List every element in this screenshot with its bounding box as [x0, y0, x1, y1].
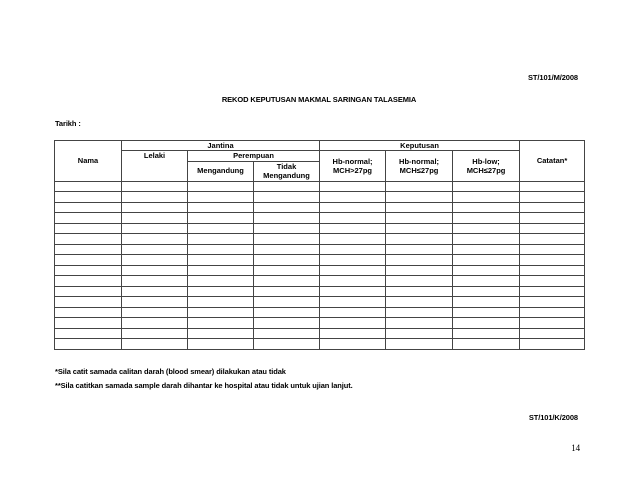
table-cell [320, 255, 386, 266]
table-cell [453, 318, 520, 329]
table-cell [453, 339, 520, 350]
table-cell [254, 328, 320, 339]
table-cell [520, 244, 585, 255]
table-cell [122, 328, 188, 339]
table-cell [386, 181, 453, 192]
table-cell [254, 265, 320, 276]
table-cell [188, 234, 254, 245]
table-cell [55, 223, 122, 234]
table-cell [320, 286, 386, 297]
table-cell [55, 307, 122, 318]
table-cell [254, 244, 320, 255]
table-cell [55, 286, 122, 297]
table-cell [320, 244, 386, 255]
table-cell [254, 234, 320, 245]
table-row [55, 318, 585, 329]
table-cell [122, 318, 188, 329]
header-hb-low-line1: Hb-low; [472, 156, 500, 166]
table-row [55, 244, 585, 255]
table-cell [55, 265, 122, 276]
header-catatan: Catatan* [520, 141, 585, 182]
table-cell [122, 286, 188, 297]
table-cell [55, 234, 122, 245]
table-cell [254, 286, 320, 297]
table-row [55, 255, 585, 266]
table-cell [188, 244, 254, 255]
table-cell [122, 223, 188, 234]
table-cell [55, 181, 122, 192]
table-cell [188, 213, 254, 224]
table-cell [320, 318, 386, 329]
table-cell [453, 307, 520, 318]
table-cell [320, 265, 386, 276]
table-cell [122, 213, 188, 224]
table-cell [188, 276, 254, 287]
table-cell [55, 192, 122, 203]
table-cell [320, 339, 386, 350]
table-cell [254, 339, 320, 350]
table-cell [188, 318, 254, 329]
header-hb-normal-mch-low [386, 151, 453, 181]
table-cell [55, 276, 122, 287]
footnote-blood-smear: *Sila catit samada calitan darah (blood smear) dilakukan atau tidak [55, 367, 286, 376]
table-row [55, 339, 585, 350]
header-hb-normal-mch-high-line2: MCH>27pg [333, 165, 373, 175]
table-cell [386, 297, 453, 308]
table-cell [320, 192, 386, 203]
header-tidak-mengandung [254, 161, 320, 181]
table-cell [254, 255, 320, 266]
table-cell [386, 244, 453, 255]
table-cell [254, 223, 320, 234]
table-cell [520, 307, 585, 318]
table-cell [55, 244, 122, 255]
table-cell [453, 181, 520, 192]
table-cell [453, 276, 520, 287]
table-cell [386, 339, 453, 350]
table-cell [453, 192, 520, 203]
page-number: 14 [571, 443, 580, 453]
table-cell [254, 318, 320, 329]
table-cell [188, 328, 254, 339]
table-cell [55, 202, 122, 213]
document-title: REKOD KEPUTUSAN MAKMAL SARINGAN TALASEMIA [221, 95, 417, 104]
table-cell [188, 181, 254, 192]
table-row [55, 202, 585, 213]
table-cell [254, 181, 320, 192]
table-cell [386, 202, 453, 213]
table-row [55, 234, 585, 245]
form-code-top: ST/101/M/2008 [528, 73, 578, 82]
table-cell [55, 297, 122, 308]
table-cell [453, 286, 520, 297]
header-hb-low-line2: MCH≤27pg [466, 165, 506, 175]
table-cell [320, 223, 386, 234]
table-cell [386, 307, 453, 318]
table-cell [122, 181, 188, 192]
header-perempuan: Perempuan [188, 151, 320, 161]
table-row [55, 223, 585, 234]
table-cell [254, 202, 320, 213]
footnote-hospital-sample: **Sila catitkan samada sample darah dihantar ke hospital atau tidak untuk ujian lanjut. [55, 381, 353, 390]
table-cell [55, 339, 122, 350]
table-row [55, 328, 585, 339]
table-cell [386, 213, 453, 224]
table-row [55, 276, 585, 287]
table-cell [188, 297, 254, 308]
table-row [55, 297, 585, 308]
table-row [55, 181, 585, 192]
table-cell [320, 202, 386, 213]
table-cell [320, 213, 386, 224]
table-cell [254, 307, 320, 318]
table-cell [453, 234, 520, 245]
table-cell [453, 213, 520, 224]
table-cell [254, 276, 320, 287]
table-cell [188, 307, 254, 318]
table-row [55, 286, 585, 297]
table-cell [453, 223, 520, 234]
table-cell [386, 223, 453, 234]
header-hb-low-mch-low [453, 151, 520, 181]
table-cell [386, 234, 453, 245]
table-cell [188, 223, 254, 234]
table-cell [386, 192, 453, 203]
table-cell [320, 276, 386, 287]
table-cell [520, 286, 585, 297]
table-cell [320, 297, 386, 308]
table-cell [122, 255, 188, 266]
header-tidak-mengandung-line1: Tidak [276, 161, 297, 171]
table-cell [188, 202, 254, 213]
table-cell [320, 181, 386, 192]
table-cell [122, 307, 188, 318]
header-keputusan: Keputusan [320, 141, 520, 151]
table-cell [386, 265, 453, 276]
table-cell [188, 192, 254, 203]
table-cell [122, 202, 188, 213]
table-cell [122, 339, 188, 350]
table-cell [122, 234, 188, 245]
table-cell [320, 307, 386, 318]
table-cell [520, 192, 585, 203]
table-cell [520, 202, 585, 213]
table-cell [254, 192, 320, 203]
header-hb-normal-mch-high [320, 151, 386, 181]
table-cell [520, 339, 585, 350]
table-row [55, 307, 585, 318]
header-lelaki: Lelaki [122, 151, 188, 181]
table-cell [520, 234, 585, 245]
table-cell [55, 213, 122, 224]
table-row [55, 192, 585, 203]
header-jantina: Jantina [122, 141, 320, 151]
header-mengandung: Mengandung [188, 161, 254, 181]
date-label: Tarikh : [55, 119, 81, 128]
table-cell [55, 255, 122, 266]
table-cell [453, 265, 520, 276]
table-cell [188, 265, 254, 276]
header-tidak-mengandung-line2: Mengandung [263, 171, 310, 181]
table-cell [188, 339, 254, 350]
table-cell [520, 318, 585, 329]
table-cell [122, 192, 188, 203]
table-cell [386, 255, 453, 266]
table-cell [188, 286, 254, 297]
table-cell [453, 297, 520, 308]
table-cell [320, 234, 386, 245]
table-cell [520, 265, 585, 276]
table-cell [122, 297, 188, 308]
table-cell [453, 328, 520, 339]
table-cell [320, 328, 386, 339]
table-cell [386, 328, 453, 339]
table-cell [520, 276, 585, 287]
table-cell [122, 265, 188, 276]
header-nama: Nama [55, 141, 122, 182]
table-cell [453, 255, 520, 266]
table-cell [520, 213, 585, 224]
form-code-bottom: ST/101/K/2008 [528, 413, 578, 422]
table-cell [254, 297, 320, 308]
table-cell [386, 276, 453, 287]
table-cell [453, 244, 520, 255]
table-cell [520, 255, 585, 266]
thalassemia-record-table [54, 140, 585, 350]
table-cell [386, 286, 453, 297]
table-cell [122, 244, 188, 255]
table-cell [520, 328, 585, 339]
table-cell [188, 255, 254, 266]
table-cell [55, 328, 122, 339]
table-cell [55, 318, 122, 329]
table-row [55, 213, 585, 224]
table-cell [254, 213, 320, 224]
table-cell [520, 297, 585, 308]
table-cell [520, 181, 585, 192]
table-cell [520, 223, 585, 234]
table-row [55, 265, 585, 276]
table-cell [386, 318, 453, 329]
table-body [55, 181, 585, 349]
table-cell [453, 202, 520, 213]
header-hb-normal-mch-high-line1: Hb-normal; [332, 156, 373, 166]
table-cell [122, 276, 188, 287]
header-hb-normal-mch-low-line1: Hb-normal; [399, 156, 440, 166]
header-hb-normal-mch-low-line2: MCH≤27pg [399, 165, 439, 175]
